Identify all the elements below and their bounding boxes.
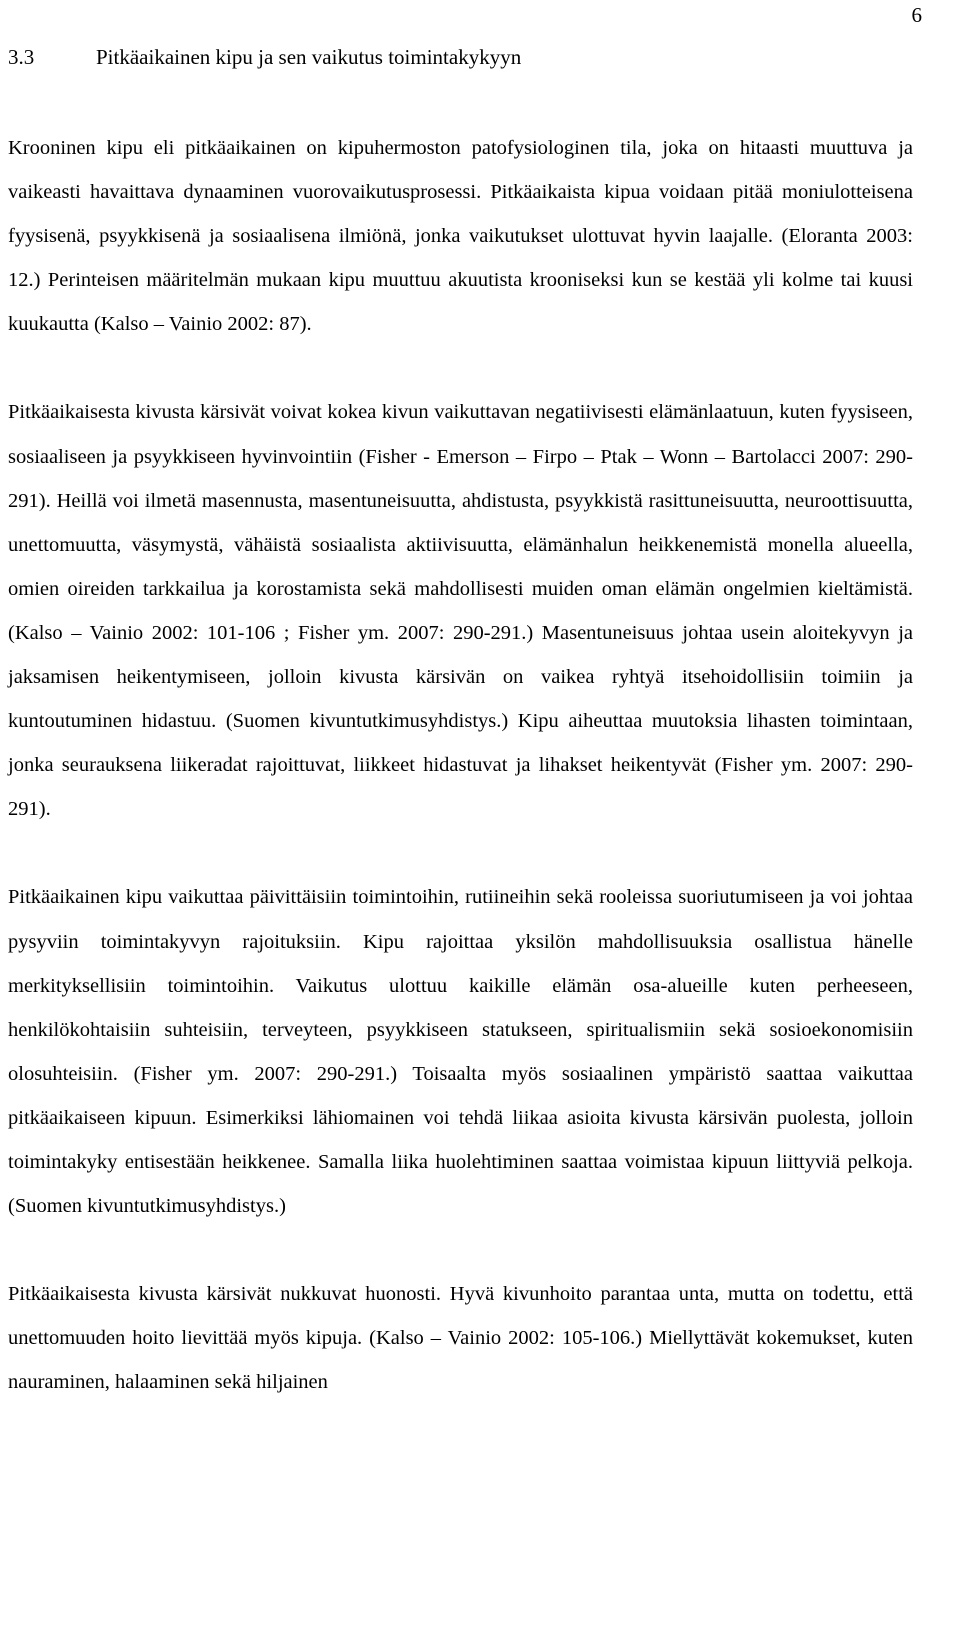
- section-title: Pitkäaikainen kipu ja sen vaikutus toimintakykyyn: [96, 45, 522, 69]
- section-heading: [8, 44, 521, 70]
- paragraph: Pitkäaikaisesta kivusta kärsivät nukkuvat huonosti. Hyvä kivunhoito parantaa unta, mutta on todettu, että unettomuuden hoito lievittää myös kipuja. (Kalso – Vainio 2002: 105-106.) Miellyttävät kokemukset, kuten nauraminen, halaaminen sekä hiljainen: [8, 1283, 913, 1394]
- paragraph: Pitkäaikainen kipu vaikuttaa päivittäisiin toimintoihin, rutiineihin sekä rooleissa suoriutumiseen ja voi johtaa pysyviin toimintakyvyn rajoituksiin. Kipu rajoittaa yksilön mahdollisuuksia osallistua hänelle merkityksellisiin toimintoihin. Vaikutus ulottuu kaikille elämän osa-alueille kuten perheeseen, henkilökohtaisiin suhteisiin, terveyteen, psyykkiseen statukseen, spiritualismiin sekä sosioekonomisiin olosuhteisiin. (Fisher ym. 2007: 290-291.) Toisaalta myös sosiaalinen ympäristö saattaa vaikuttaa pitkäaikaiseen kipuun. Esimerkiksi lähiomainen voi tehdä liikaa asioita kivusta kärsivän puolesta, jolloin toimintakyky entisestään heikkenee. Samalla liika huolehtiminen saattaa voimistaa kipuun liittyviä pelkoja. (Suomen kivuntutkimusyhdistys.): [8, 886, 913, 1218]
- page-number: 6: [911, 3, 922, 27]
- paragraph: Pitkäaikaisesta kivusta kärsivät voivat kokea kivun vaikuttavan negatiivisesti elämänlaatuun, kuten fyysiseen, sosiaaliseen ja psyykkiseen hyvinvointiin (Fisher - Emerson – Firpo – Ptak – Wonn – Bartolacci 2007: 290-291). Heillä voi ilmetä masennusta, masentuneisuutta, ahdistusta, psyykkistä rasittuneisuutta, neuroottisuutta, unettomuutta, väsymystä, vähäistä sosiaalista aktiivisuutta, elämänhalun heikkenemistä monella alueella, omien oireiden tarkkailua ja korostamista sekä mahdollisesti muiden oman elämän ongelmien kieltämistä. (Kalso – Vainio 2002: 101-106 ; Fisher ym. 2007: 290-291.) Masentuneisuus johtaa usein aloitekyvyn ja jaksamisen heikentymiseen, jolloin kivusta kärsivän on vaikea ryhtyä itsehoidollisiin toimiin ja kuntoutuminen hidastuu. (Suomen kivuntutkimusyhdistys.) Kipu aiheuttaa muutoksia lihasten toimintaan, jonka seurauksena liikeradat rajoittuvat, liikkeet hidastuvat ja lihakset heikentyvät (Fisher ym. 2007: 290-291).: [8, 401, 913, 821]
- paragraph: Krooninen kipu eli pitkäaikainen on kipuhermoston patofysiologinen tila, joka on hitaasti muuttuva ja vaikeasti havaittava dynaaminen vuorovaikutusprosessi. Pitkäaikaista kipua voidaan pitää moniulotteisena fyysisenä, psyykkisenä ja sosiaalisena ilmiönä, jonka vaikutukset ulottuvat hyvin laajalle. (Eloranta 2003: 12.) Perinteisen määritelmän mukaan kipu muuttuu akuutista krooniseksi kun se kestää yli kolme tai kuusi kuukautta (Kalso – Vainio 2002: 87).: [8, 137, 913, 336]
- section-number: 3.3: [8, 45, 35, 69]
- body-text: [8, 126, 913, 1404]
